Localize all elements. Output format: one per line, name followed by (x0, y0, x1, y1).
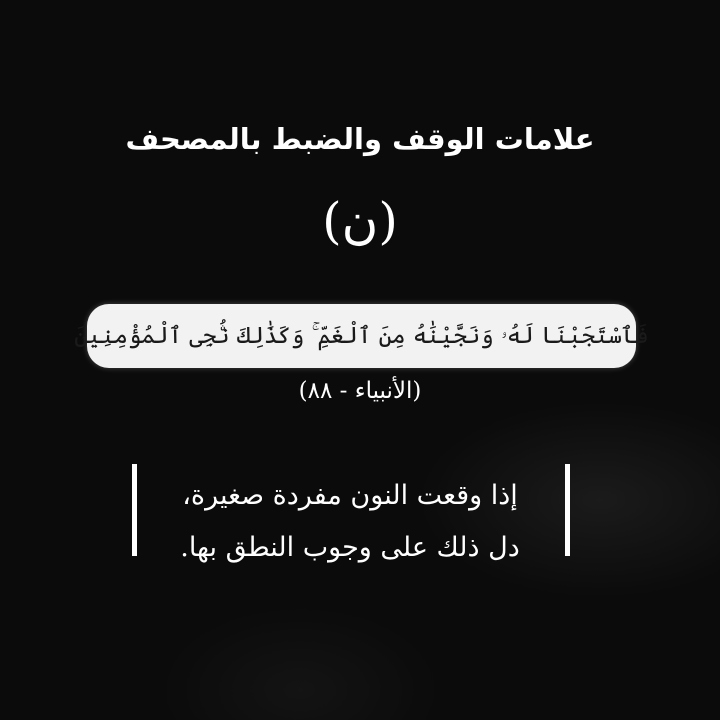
explanation-line-1: إذا وقعت النون مفردة صغيرة، (182, 480, 518, 511)
quote-bar-left (132, 464, 137, 556)
verse-box (74, 304, 649, 368)
verse-reference: (الأنبياء - ٨٨) (298, 378, 422, 404)
page-title: علامات الوقف والضبط بالمصحف (125, 122, 595, 156)
verse-text: فَٱسْتَجَبْنَا لَهُۥ وَنَجَّيْنَٰهُ مِنَ ٱلْغَمِّ ۚ وَكَذَٰلِكَ نُۨجِى ٱلْمُؤْمِنِينَ (74, 323, 649, 349)
explanation-text (150, 470, 550, 574)
explanation-line-2: دل ذلك على وجوب النطق بها. (180, 532, 520, 563)
mark-letter: (ن) (322, 192, 398, 250)
quote-bar-right (565, 464, 570, 556)
